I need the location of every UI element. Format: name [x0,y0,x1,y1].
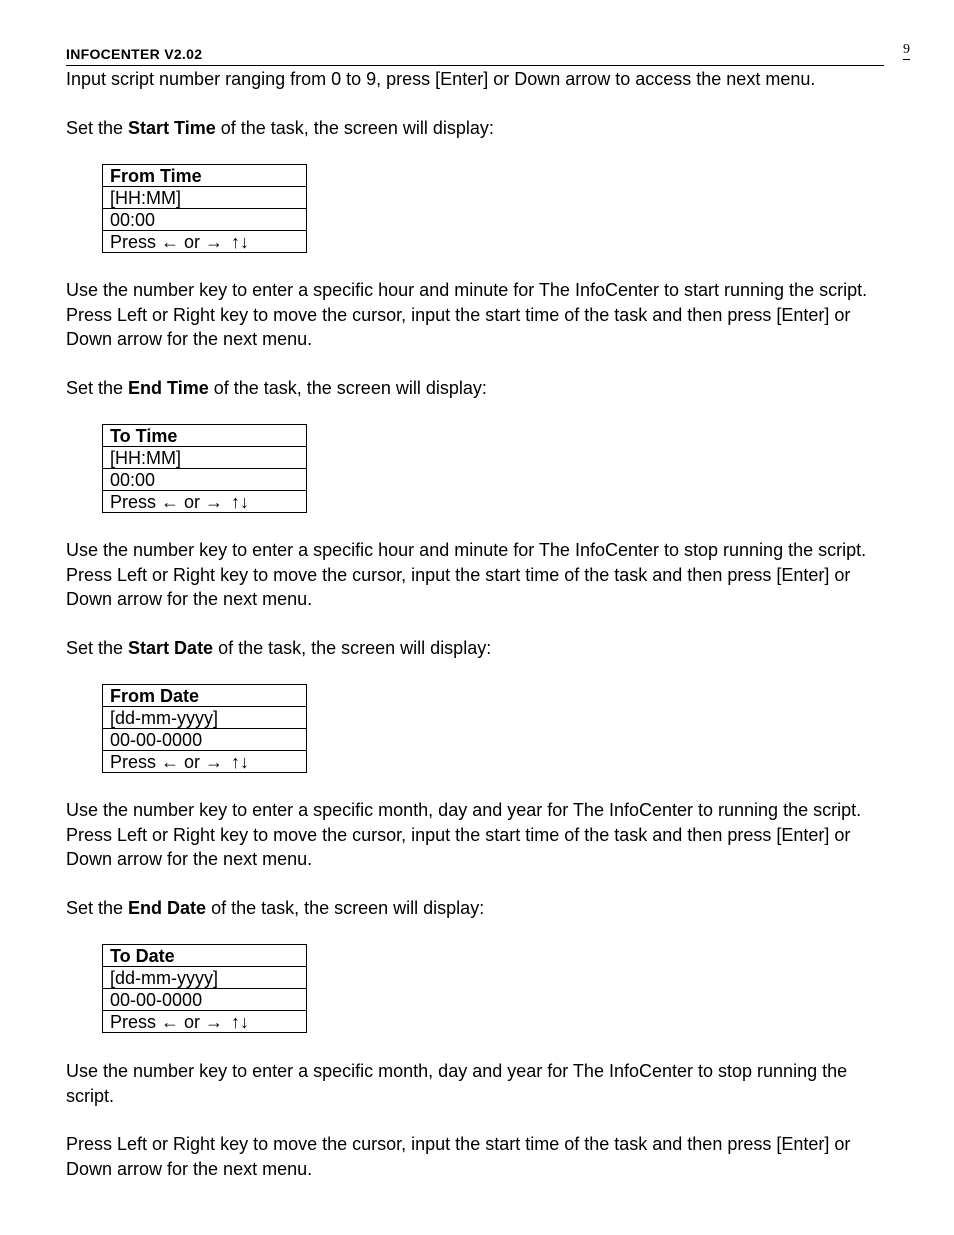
end-date-screen [102,944,307,1033]
screen-format: [HH:MM] [103,187,307,209]
end-time-description [66,538,906,612]
start-date-description [66,798,906,872]
screen-hint [103,231,307,253]
end-date-description [66,1059,906,1108]
start-date-screen [102,684,307,773]
screen-hint [103,491,307,513]
screen-value: 00:00 [103,469,307,491]
page-number: 9 [903,43,910,60]
screen-hint-text: Press ← or → [110,491,224,512]
start-time-description [66,278,906,352]
end-time-screen [102,424,307,513]
final-line: Press Left or Right key to move the cursor, input the start time of the task and then press [Enter] or [66,1134,851,1154]
header-title: INFOCENTER V2.02 [66,46,203,62]
final-line: Down arrow for the next menu. [66,1158,313,1179]
lead-text: Set the [66,118,129,138]
screen-hint-text: Press ← or → [110,231,224,252]
lead-bold: Start Date [128,638,214,658]
lead-text: of the task, the screen will display: [208,378,487,398]
lead-text: Set the [66,378,129,398]
up-down-arrows-icon: ↑↓ [231,231,250,252]
desc-line: Use the number key to enter a specific hour and minute for The InfoCenter to start running the script. [66,280,868,300]
desc-line: Down arrow for the next menu. [66,589,313,609]
screen-format: [HH:MM] [103,447,307,469]
screen-hint [103,1011,307,1033]
desc-line: Press Left or Right key to move the cursor, input the start time of the task and then press [Enter] or [66,824,851,845]
desc-line: Down arrow for the next menu. [66,849,313,869]
screen-title: To Time [103,425,307,447]
end-date-lead [66,896,906,921]
screen-hint [103,751,307,773]
lead-bold: End Date [128,898,207,918]
start-date-lead [66,636,906,661]
up-down-arrows-icon: ↑↓ [231,751,250,772]
desc-line: Press Left or Right key to move the cursor, input the start time of the task and then press [Enter] or [66,564,851,585]
screen-format: [dd-mm-yyyy] [103,967,307,989]
screen-format: [dd-mm-yyyy] [103,707,307,729]
page-header [66,44,884,66]
screen-title: From Date [103,685,307,707]
desc-line: script. [66,1085,115,1106]
up-down-arrows-icon: ↑↓ [231,491,250,512]
start-time-screen [102,164,307,253]
lead-text: of the task, the screen will display: [206,898,485,918]
final-paragraph [66,1132,906,1181]
lead-text: Set the [66,898,129,918]
lead-text: Set the [66,638,129,658]
lead-text: of the task, the screen will display: [215,118,494,138]
screen-value: 00-00-0000 [103,989,307,1011]
desc-line: Press Left or Right key to move the cursor, input the start time of the task and then press [Enter] or [66,304,851,325]
desc-line: Use the number key to enter a specific month, day and year for The InfoCenter to stop running the [66,1061,848,1081]
lead-bold: Start Time [128,118,216,138]
intro-paragraph: Input script number ranging from 0 to 9, press [Enter] or Down arrow to access the next menu. [66,69,816,89]
desc-line: Use the number key to enter a specific month, day and year for The InfoCenter to running the script. [66,800,862,820]
screen-title: To Date [103,945,307,967]
desc-line: Use the number key to enter a specific hour and minute for The InfoCenter to stop running the script. [66,540,867,560]
screen-value: 00-00-0000 [103,729,307,751]
lead-bold: End Time [128,378,209,398]
screen-hint-text: Press ← or → [110,751,224,772]
start-time-lead [66,116,906,141]
end-time-lead [66,376,906,401]
screen-title: From Time [103,165,307,187]
up-down-arrows-icon: ↑↓ [231,1011,250,1032]
screen-value: 00:00 [103,209,307,231]
desc-line: Down arrow for the next menu. [66,329,313,349]
screen-hint-text: Press ← or → [110,1011,224,1032]
lead-text: of the task, the screen will display: [213,638,492,658]
